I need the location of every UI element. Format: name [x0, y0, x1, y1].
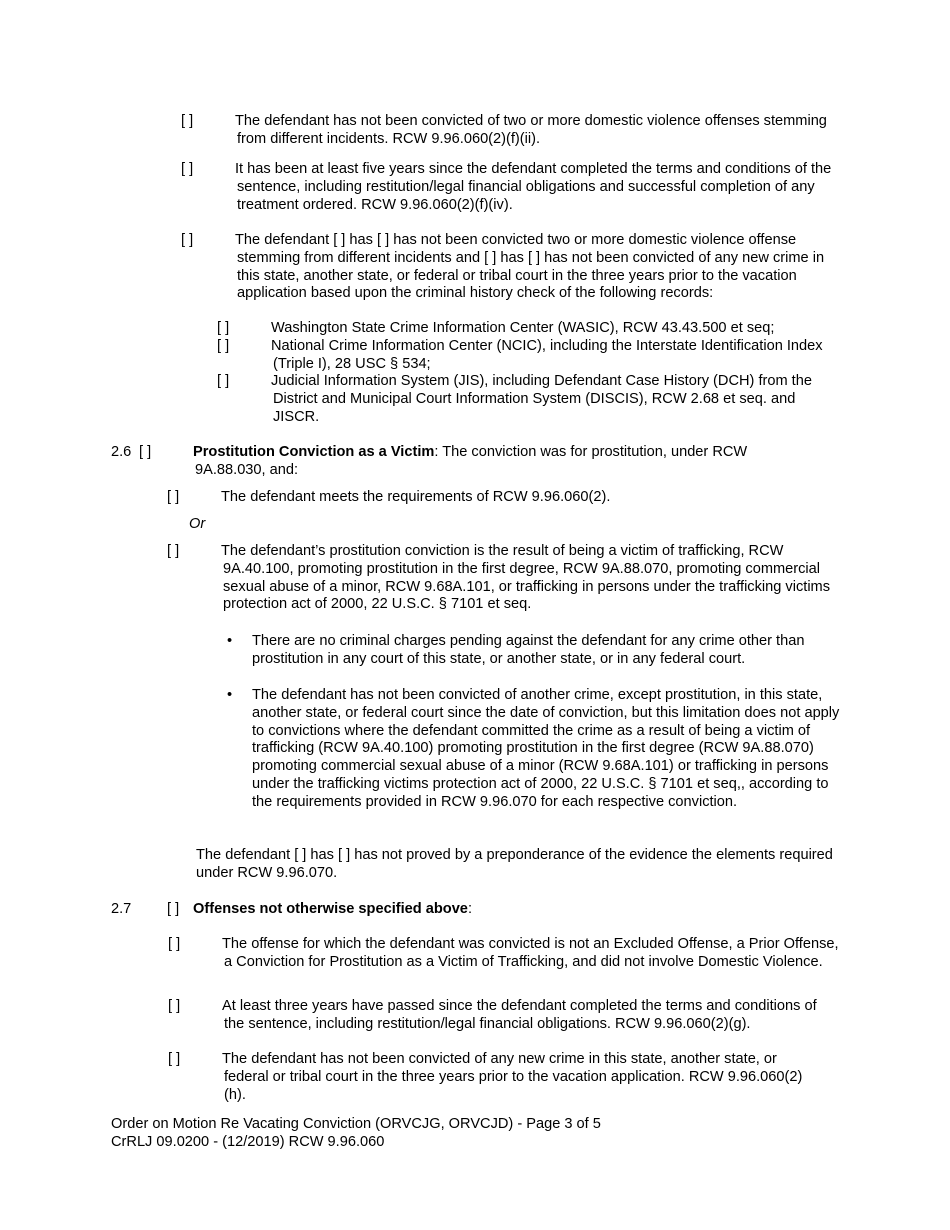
checkbox[interactable]: [ ]	[484, 249, 497, 266]
checkbox[interactable]: [ ]	[167, 901, 180, 917]
item-five-years: [ ] It has been at least five years since the defendant completed the terms and conditions of the sentence, including restitution/legal financial obligations and successful completion of any treatment ordered. RCW 9.96.060(2)(f)(iv).	[181, 161, 832, 213]
section-title: Offenses not otherwise specified above	[193, 901, 468, 917]
record-item: [ ] National Crime Information Center (NCIC), including the Interstate Identification Index (Triple I), 28 USC § 534;	[217, 337, 823, 372]
checkbox[interactable]: [ ]	[181, 161, 194, 177]
checkbox[interactable]: [ ]	[167, 489, 180, 505]
section-number: 2.6	[111, 444, 132, 460]
checkbox[interactable]: [ ]	[167, 543, 180, 559]
section-2-6-heading: [ ] Prostitution Conviction as a Victim: The conviction was for prostitution, under RCW 9A.88.030, and:	[139, 444, 748, 478]
record-item: [ ] Washington State Crime Information Center (WASIC), RCW 43.43.500 et seq;	[217, 320, 775, 336]
or-label: Or	[189, 516, 206, 532]
checkbox[interactable]: [ ]	[294, 847, 307, 863]
checkbox[interactable]: [ ]	[217, 320, 230, 336]
records-list	[217, 320, 843, 427]
bullet-icon: •	[227, 687, 233, 703]
item-dv-offenses: [ ] The defendant has not been convicted of two or more domestic violence offenses stemming from different incidents. RCW 9.96.060(2)(f)(ii).	[181, 113, 827, 147]
item-three-years: [ ] At least three years have passed since the defendant completed the terms and conditions of the sentence, including restitution/legal financial obligations. RCW 9.96.060(2)(g).	[168, 998, 817, 1032]
checkbox[interactable]: [ ]	[333, 232, 346, 248]
checkbox[interactable]: [ ]	[377, 232, 390, 248]
section-number: 2.7	[111, 901, 132, 917]
checkbox[interactable]: [ ]	[181, 232, 194, 248]
option-meets-requirements: [ ] The defendant meets the requirements of RCW 9.96.060(2).	[167, 489, 611, 505]
option-trafficking-victim: [ ] The defendant’s prostitution conviction is the result of being a victim of trafficking, RCW 9A.40.100, promoting prostitution in the first degree, RCW 9A.88.070, promoting commercial sexual abuse of a minor, RCW 9.68A.101, or trafficking in persons under the trafficking victims protection act of 2000, 22 U.S.C. § 7101 et seq.	[167, 543, 831, 613]
bullet-item: There are no criminal charges pending against the defendant for any crime other than prostitution in any court of this state, or another state, or in any federal court.	[252, 633, 805, 667]
footer-title: Order on Motion Re Vacating Conviction (ORVCJG, ORVCJD) - Page 3 of 5	[111, 1116, 601, 1132]
record-item: [ ] Judicial Information System (JIS), including Defendant Case History (DCH) from the District and Municipal Court Information System (DISCIS), RCW 2.68 et seq. and JISCR.	[217, 373, 812, 425]
item-criminal-history: [ ] The defendant [ ] has [ ] has not been convicted two or more domestic violence offense stemming from different incidents and [ ] has [ ] has not been convicted of any new crime in this state, another state, or federal or tribal court in the three years prior to the vacation application based upon the criminal history check of the following records:	[181, 232, 825, 302]
checkbox[interactable]: [ ]	[217, 373, 230, 390]
checkbox[interactable]: [ ]	[338, 847, 351, 863]
bullet-icon: •	[227, 633, 233, 649]
checkbox[interactable]: [ ]	[217, 337, 230, 354]
section-2-7-heading: [ ] Offenses not otherwise specified above:	[167, 901, 472, 917]
item-no-new-crime: [ ] The defendant has not been convicted of any new crime in this state, another state, or federal or tribal court in the three years prior to the vacation application. RCW 9.96.060(2)(h).	[168, 1051, 803, 1103]
footer-form-id: CrRLJ 09.0200 - (12/2019) RCW 9.96.060	[111, 1134, 385, 1150]
checkbox[interactable]: [ ]	[168, 936, 181, 952]
checkbox[interactable]: [ ]	[168, 998, 181, 1014]
checkbox[interactable]: [ ]	[168, 1051, 181, 1067]
section-title: Prostitution Conviction as a Victim	[193, 444, 435, 460]
checkbox[interactable]: [ ]	[527, 249, 541, 266]
checkbox[interactable]: [ ]	[181, 113, 194, 129]
item-not-excluded-offense: [ ] The offense for which the defendant was convicted is not an Excluded Offense, a Prior Offense, a Conviction for Prostitution as a Victim of Trafficking, and did not involve Domestic Violence.	[168, 936, 839, 970]
checkbox[interactable]: [ ]	[139, 444, 152, 460]
proof-statement: The defendant [ ] has [ ] has not proved by a preponderance of the evidence the elements required under RCW 9.96.070.	[196, 847, 833, 881]
bullet-item: The defendant has not been convicted of another crime, except prostitution, in this state, another state, or federal court since the date of conviction, but this limitation does not apply to convictions where the defendant committed the crime as a result of being a victim of trafficking (RCW 9A.40.100) promoting prostitution in the first degree (RCW 9A.88.070) promoting commercial sexual abuse of a minor (RCW 9.68A.101) or trafficking in persons under the trafficking victims protection act of 2000, 22 U.S.C. § 7101 et seq,, according to the requirements provided in RCW 9.96.070 for each respective conviction.	[252, 687, 840, 810]
page-footer	[111, 1115, 601, 1151]
